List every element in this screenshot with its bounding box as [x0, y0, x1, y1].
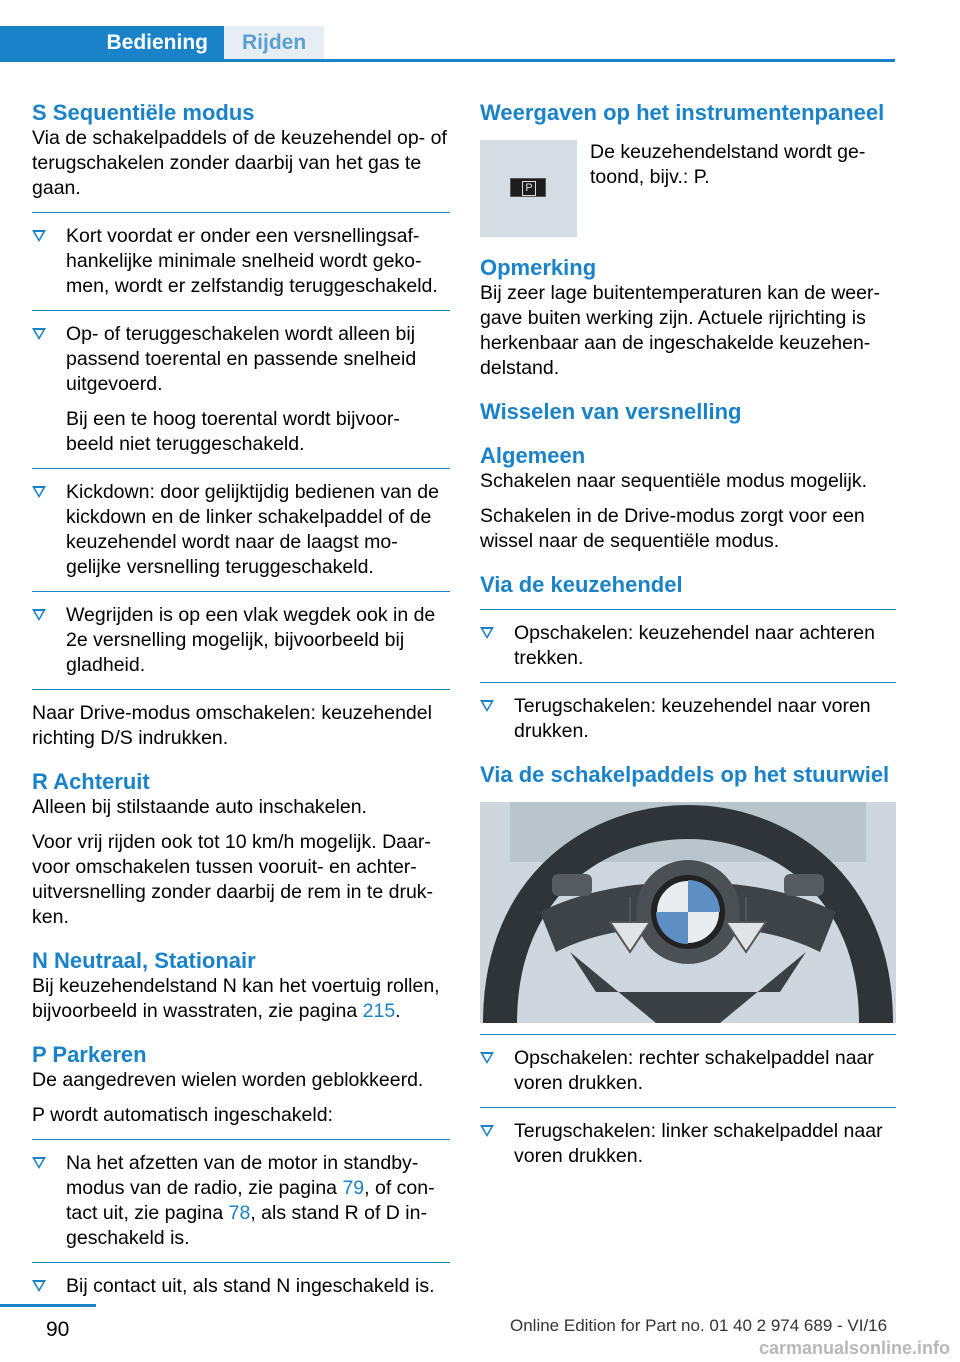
watermark: carmanualsonline.info: [758, 1338, 950, 1358]
n-para-1: Bij keuzehendelstand N kan het voertuig rollen, bijvoorbeeld in wasstraten, zie pagina 215.: [32, 975, 440, 1022]
divider: [480, 1107, 896, 1108]
triangle-bullet-icon: [32, 1280, 46, 1292]
divider: [480, 609, 896, 610]
page-link-215[interactable]: 215: [362, 1000, 396, 1022]
list-item: Wegrijden is op een vlak wegdek ook in de 2e versnelling mogelijk, bijvoorbeeld bij gladheid.: [32, 603, 450, 678]
list-item: Op- of teruggeschakelen wordt alleen bij passend toerental en passende snelheid uitgevoerd. Bij een te hoog toerental wordt bijvoor- beeld niet teruggeschakeld.: [32, 322, 450, 457]
section-title-s: S Sequentiële modus: [32, 100, 255, 125]
divider: [32, 591, 450, 592]
section-title-algemeen: Algemeen: [480, 443, 586, 468]
list-item: Terugschakelen: keuzehendel naar voren drukken.: [480, 694, 896, 744]
divider: [32, 689, 450, 690]
page-link-78[interactable]: 78: [228, 1202, 251, 1224]
triangle-bullet-icon: [32, 230, 46, 242]
triangle-bullet-icon: [32, 328, 46, 340]
divider: [32, 468, 450, 469]
list-item: Opschakelen: rechter schakelpaddel naar voren drukken.: [480, 1046, 896, 1096]
r-para-2: Voor vrij rijden ook tot 10 km/h mogelijk. Daar- voor omschakelen tussen vooruit- en achter- uitversnelling zonder daarbij de rem in te druk- ken.: [32, 831, 434, 928]
section-title-opmerking: Opmerking: [480, 255, 597, 280]
steering-wheel-image: [480, 802, 896, 1023]
section-title-p: P Parkeren: [32, 1042, 147, 1067]
weergaven-text: De keuzehendelstand wordt ge- toond, bijv.: P.: [590, 141, 866, 188]
list-item: Opschakelen: keuzehendel naar achteren trekken.: [480, 621, 896, 671]
r-para-1: Alleen bij stilstaande auto inschakelen.: [32, 796, 367, 818]
p-para-2: P wordt automatisch ingeschakeld:: [32, 1104, 333, 1126]
list-item: Kickdown: door gelijktijdig bedienen van de kickdown en de linker schakelpaddel of de keuzehendel wordt naar de laagst mo- gelijke versnelling teruggeschakeld.: [32, 480, 450, 580]
list-item: Bij contact uit, als stand N ingeschakeld is.: [32, 1274, 450, 1299]
list-item: Na het afzetten van de motor in standby- modus van de radio, zie pagina 79, of con- tact uit, zie pagina 78, als stand R of D in- geschakeld is.: [32, 1151, 450, 1251]
divider: [32, 212, 450, 213]
tab-bediening[interactable]: Bediening: [0, 26, 224, 60]
divider: [480, 1034, 896, 1035]
section-title-schakelpaddels: Via de schakelpaddels op het stuurwiel: [480, 762, 890, 787]
list-item: Terugschakelen: linker schakelpaddel naar voren drukken.: [480, 1119, 896, 1169]
divider: [480, 682, 896, 683]
section-title-n: N Neutraal, Stationair: [32, 948, 256, 973]
triangle-bullet-icon: [32, 609, 46, 621]
header-divider: [0, 59, 895, 62]
edition-text: Online Edition for Part no. 01 40 2 974 689 - VI/16: [510, 1316, 888, 1335]
gear-indicator-icon: P: [510, 178, 546, 197]
s-outro: Naar Drive-modus omschakelen: keuzehendel richting D/S indrukken.: [32, 702, 432, 749]
p-para-1: De aangedreven wielen worden geblokkeerd.: [32, 1069, 424, 1091]
algemeen-para-1: Schakelen naar sequentiële modus mogelijk.: [480, 470, 867, 492]
divider: [32, 310, 450, 311]
triangle-bullet-icon: [480, 700, 494, 712]
divider: [32, 1262, 450, 1263]
s-intro: Via de schakelpaddels of de keuzehendel op- of terugschakelen zonder daarbij van het gas te gaan.: [32, 127, 447, 199]
section-title-wisselen: Wisselen van versnelling: [480, 399, 742, 424]
header-tabs: [0, 0, 960, 62]
list-item: Kort voordat er onder een versnellingsaf- hankelijke minimale snelheid wordt geko- men, wordt er zelfstandig teruggeschakeld.: [32, 224, 450, 299]
right-column: [480, 100, 896, 1169]
opmerking-text: Bij zeer lage buitentemperaturen kan de weer- gave buiten werking zijn. Actuele rijrichting is herkenbaar aan de ingeschakelde keuzehen- delstand.: [480, 282, 880, 379]
footer-divider: [0, 1304, 96, 1307]
triangle-bullet-icon: [32, 486, 46, 498]
section-title-weergaven: Weergaven op het instrumentenpaneel: [480, 100, 885, 125]
triangle-bullet-icon: [32, 1157, 46, 1169]
triangle-bullet-icon: [480, 627, 494, 639]
tab-rijden[interactable]: Rijden: [224, 26, 324, 60]
section-title-keuzehendel: Via de keuzehendel: [480, 572, 683, 597]
left-column: [32, 100, 450, 1299]
steering-wheel-illustration: [480, 802, 896, 1023]
page-number: 90: [46, 1318, 70, 1341]
instrument-display-image: [480, 140, 577, 237]
divider: [32, 1139, 450, 1140]
algemeen-para-2: Schakelen in de Drive-modus zorgt voor een wissel naar de sequentiële modus.: [480, 505, 865, 552]
page-link-79[interactable]: 79: [342, 1177, 365, 1199]
section-title-r: R Achteruit: [32, 769, 150, 794]
triangle-bullet-icon: [480, 1125, 494, 1137]
triangle-bullet-icon: [480, 1052, 494, 1064]
